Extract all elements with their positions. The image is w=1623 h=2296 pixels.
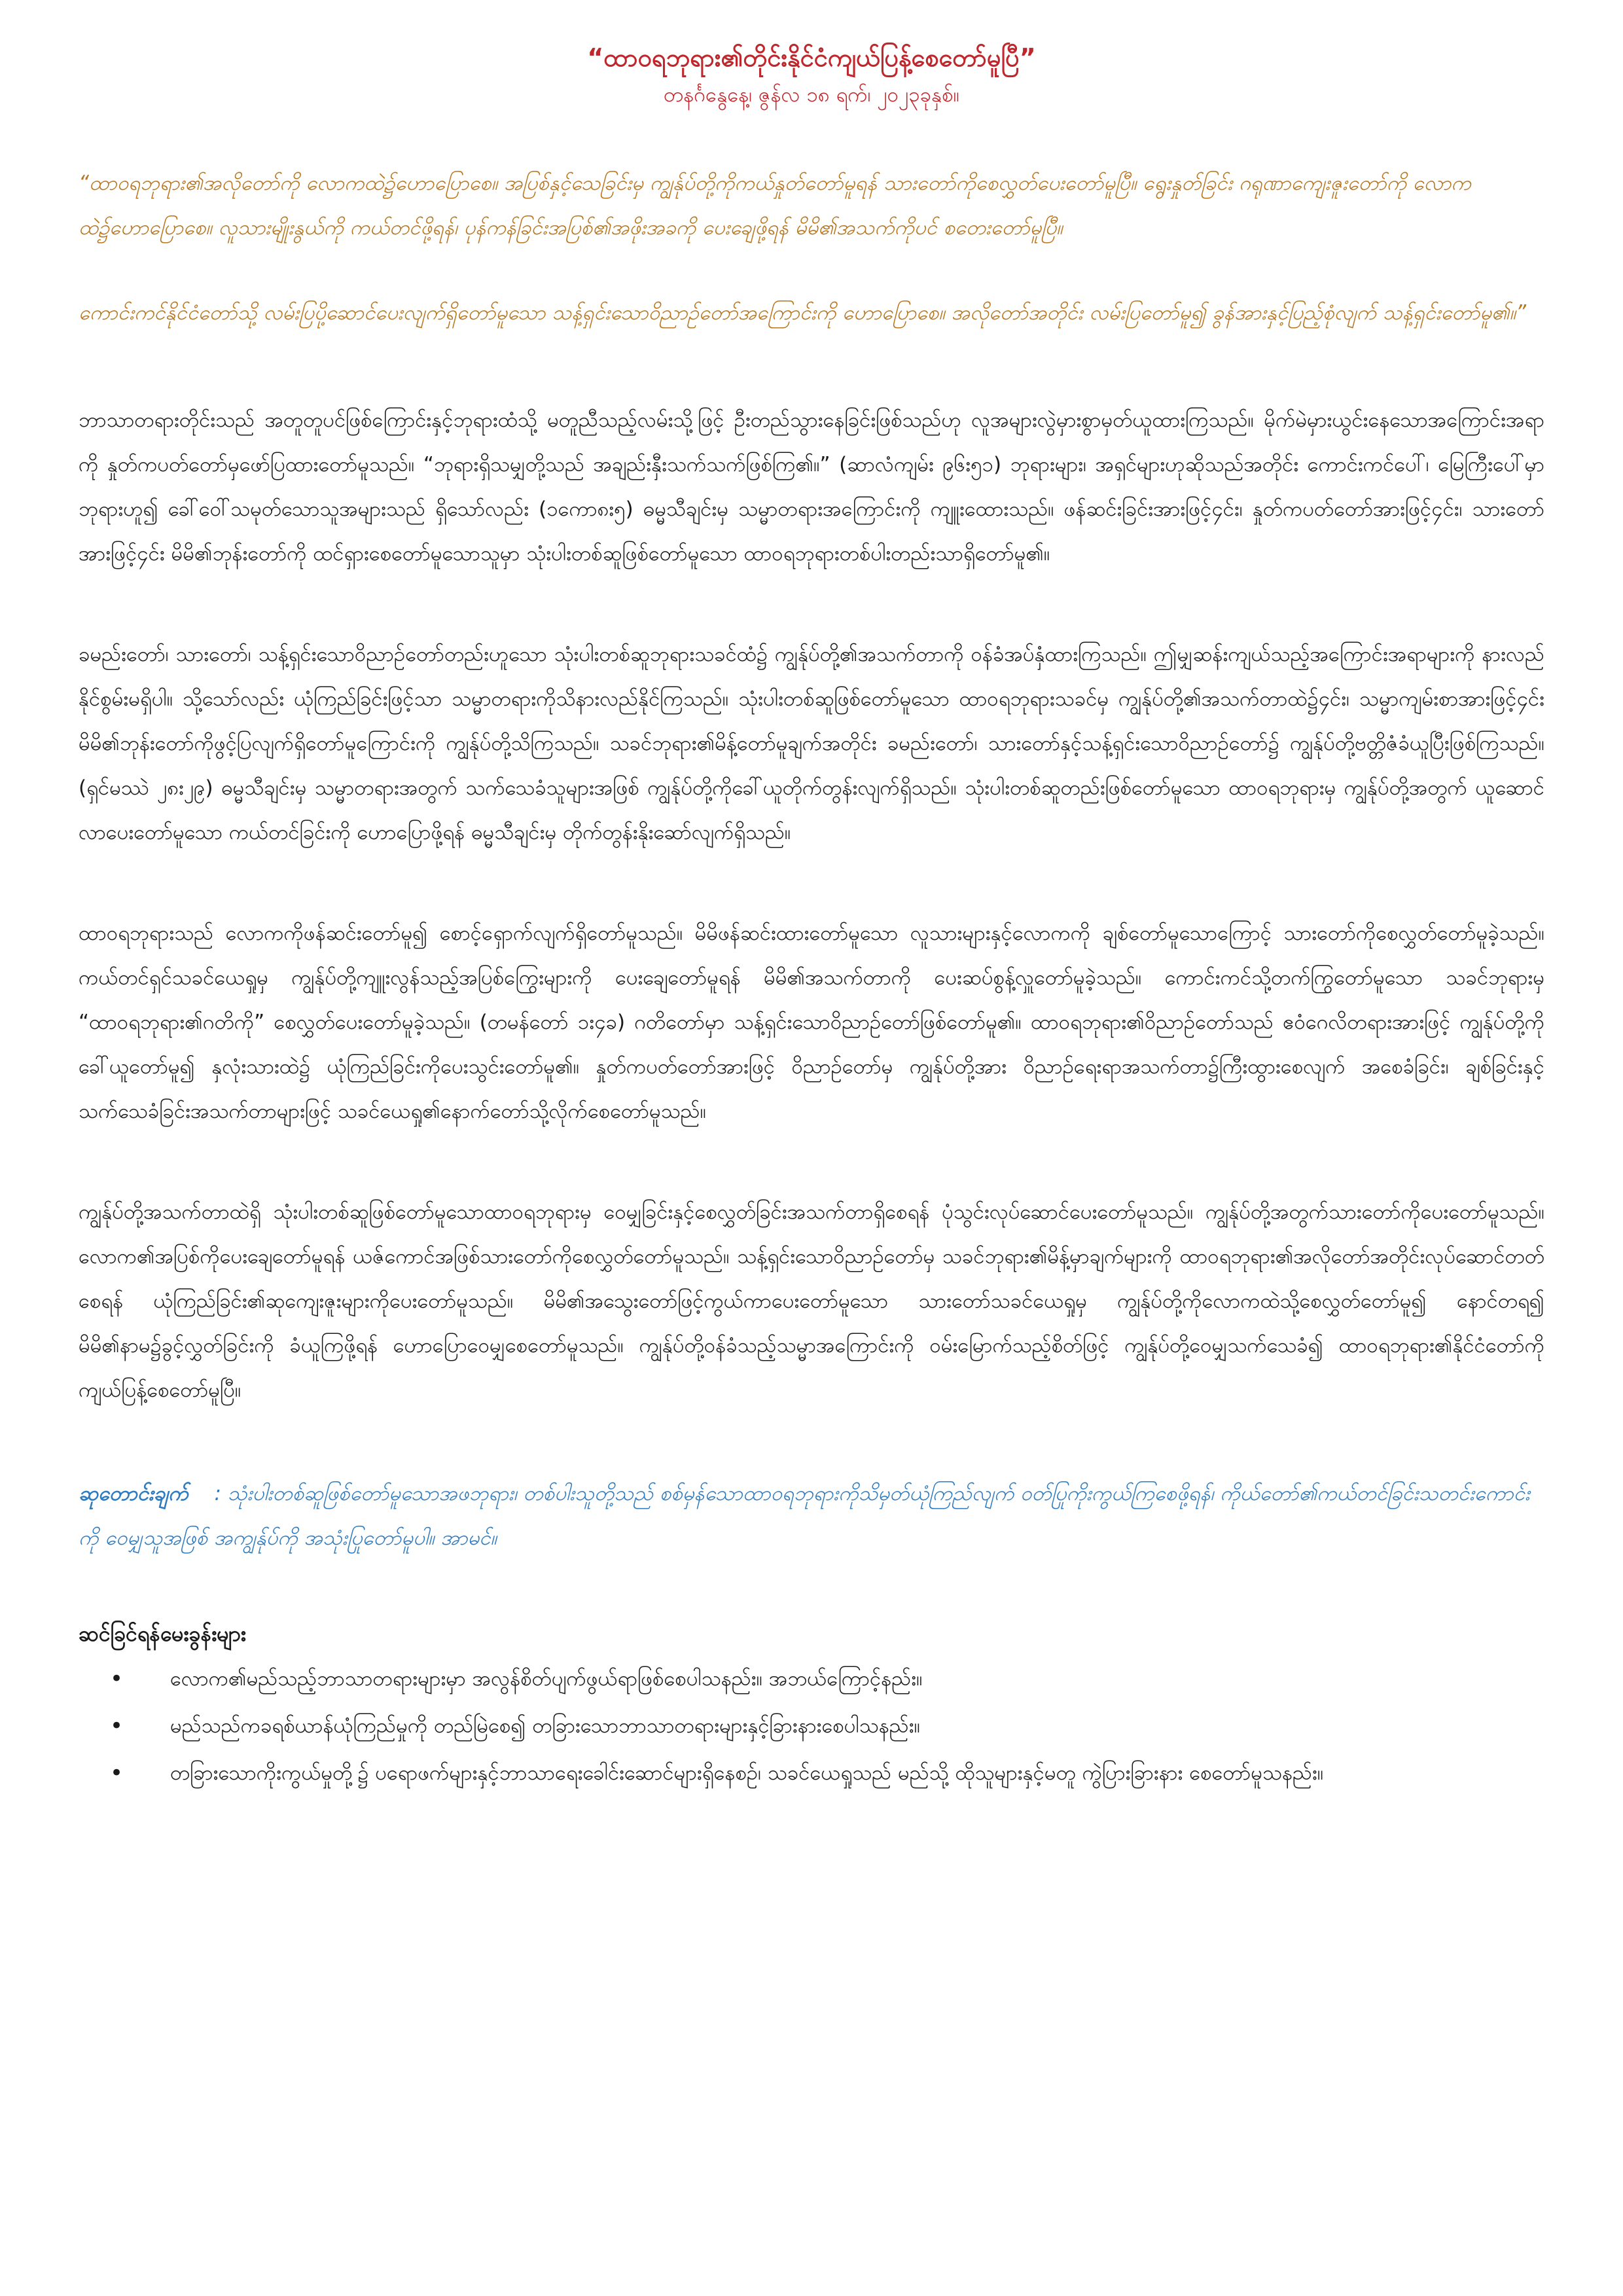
bullet-icon: • xyxy=(110,1760,124,1786)
page-title: “ထာဝရဘုရား၏တိုင်းနိုင်ငံကျယ်ပြန့်စေတော်မူပြီ” xyxy=(587,43,1036,72)
body-paragraph-2: ခမည်းတော်၊ သားတော်၊ သန့်ရှင်းသောဝိညာဉ်တော်တည်းဟူသော သုံးပါးတစ်ဆူဘုရားသခင်ထံ၌ ကျွန်ုပ်တို့၏အသက်တာကို ဝန်ခံအပ်နှံထားကြသည်။ ဤမျှဆန်းကျယ်သည့်အကြောင်းအရာများကို နားလည်နိုင်စွမ်းမရှိပါ။ သို့သော်လည်း ယုံကြည်ခြင်းဖြင့်သာ သမ္မာတရားကိုသိနားလည်နိုင်ကြသည်။ သုံးပါးတစ်ဆူဖြစ်တော်မူသော ထာဝရဘုရားသခင်မှ ကျွန်ုပ်တို့၏အသက်တာထဲ၌၄င်း၊ သမ္မာကျမ်းစာအားဖြင့်၄င်း မိမိ၏ဘုန်းတော်ကိုဖွင့်ပြလျက်ရှိတော်မူကြောင်းကို ကျွန်ုပ်တို့သိကြသည်။ သခင်ဘုရား၏မိန့်တော်မူချက်အတိုင်း ခမည်းတော်၊ သားတော်နှင့်သန့်ရှင်းသောဝိညာဉ်တော်၌ ကျွန်ုပ်တို့ဗတ္တိဇံခံယူပြီးဖြစ်ကြသည်။ (ရှင်မဿဲ ၂၈း၂၉) ဓမ္မသီချင်းမှ သမ္မာတရားအတွက် သက်သေခံသူများအဖြစ် ကျွန်ုပ်တို့ကိုခေါ်ယူတိုက်တွန်းလျက်ရှိသည်။ သုံးပါးတစ်ဆူတည်းဖြစ်တော်မူသော ထာဝရဘုရားမှ ကျွန်ုပ်တို့အတွက် ယူဆောင်လာပေးတော်မူသော ကယ်တင်ခြင်းကို ဟောပြောဖို့ရန် ဓမ္မသီချင်းမှ တိုက်တွန်းနိုးဆော်လျက်ရှိသည်။ xyxy=(79,643,1544,844)
question-item xyxy=(79,1657,1544,1700)
questions-heading: ဆင်ခြင်ရန်မေးခွန်းများ xyxy=(79,1621,246,1646)
bullet-icon: • xyxy=(110,1666,124,1692)
body-paragraph-1: ဘာသာတရားတိုင်းသည် အတူတူပင်ဖြစ်ကြောင်းနှင့်ဘုရားထံသို့ မတူညီသည့်လမ်းသို့ဖြင့် ဦးတည်သွားနေခြင်းဖြစ်သည်ဟု လူအများလွဲမှားစွာမှတ်ယူထားကြသည်။ မိုက်မဲမှားယွင်းနေသောအကြောင်းအရာကို နှုတ်ကပတ်တော်မှဖော်ပြထားတော်မူသည်။ “ဘုရားရှိသမျှတို့သည် အချည်းနှီးသက်သက်ဖြစ်ကြ၏။” (ဆာလံကျမ်း ၉၆း၅၁) ဘုရားများ၊ အရှင်များဟုဆိုသည်အတိုင်း ကောင်းကင်ပေါ်၊ မြေကြီးပေါ်မှာဘုရားဟူ၍ ခေါ်ဝေါ်သမုတ်သောသူအများသည် ရှိသော်လည်း (၁ကော၈း၅) ဓမ္မသီချင်းမှ သမ္မာတရားအကြောင်းကို ကျူးထေားသည်။ ဖန်ဆင်းခြင်းအားဖြင့်၄င်း၊ နှုတ်ကပတ်တော်အားဖြင့်၄င်း၊ သားတော်အားဖြင့်၄င်း မိမိ၏ဘုန်းတော်ကို ထင်ရှားစေတော်မူသောသူမှာ သုံးပါးတစ်ဆူဖြစ်တော်မူသော ထာဝရဘုရားတစ်ပါးတည်းသာရှိတော်မူ၏။ xyxy=(79,408,1544,565)
prayer-label: ဆုတောင်းချက် xyxy=(79,1482,188,1505)
reflection-questions xyxy=(79,1615,1544,1795)
question-text: လောက၏မည်သည့်ဘာသာတရားများမှာ အလွန်စိတ်ပျက်ဖွယ်ရာဖြစ်စေပါသနည်း။ အဘယ်ကြောင့်နည်း။ xyxy=(170,1667,923,1691)
questions-list xyxy=(79,1657,1544,1795)
body-text xyxy=(79,398,1544,1412)
bullet-icon: • xyxy=(110,1713,124,1739)
quote-paragraph-2: ကောင်းကင်နိုင်ငံတော်သို့ လမ်းပြပို့ဆောင်ပေးလျက်ရှိတော်မူသော သန့်ရှင်းသောဝိညာဉ်တော်အကြောင်းကို ဟောပြောစေ။ အလိုတော်အတိုင်း လမ်းပြတော်မူ၍ ခွန်အားနှင့်ပြည့်စုံလျက် သန့်ရှင်းတော်မူ၏။” xyxy=(79,301,1527,325)
question-item xyxy=(79,1751,1544,1795)
body-paragraph-4: ကျွန်ုပ်တို့အသက်တာထဲရှိ သုံးပါးတစ်ဆူဖြစ်တော်မူသောထာဝရဘုရားမှ ဝေမျှခြင်းနှင့်စေလွှတ်ခြင်းအသက်တာရှိစေရန် ပုံသွင်းလုပ်ဆောင်ပေးတော်မူသည်။ ကျွန်ုပ်တို့အတွက်သားတော်ကိုပေးတော်မူသည်။ လောက၏အပြစ်ကိုပေးချေတော်မူရန် ယဇ်ကောင်အဖြစ်သားတော်ကိုစေလွှတ်တော်မူသည်။ သန့်ရှင်းသောဝိညာဉ်တော်မှ သခင်ဘုရား၏မိန့်မှာချက်များကို ထာဝရဘုရား၏အလိုတော်အတိုင်းလုပ်ဆောင်တတ်စေရန် ယုံကြည်ခြင်း၏ဆုကျေးဇူးများကိုပေးတော်မူသည်။ မိမိ၏အသွေးတော်ဖြင့်ကွယ်ကာပေးတော်မူသော သားတော်သခင်ယေရှုမှ ကျွန်ုပ်တို့ကိုလောကထဲသို့စေလွှတ်တော်မူ၍ နောင်တရ၍ မိမိ၏နာမ၌ခွင့်လွှတ်ခြင်းကို ခံယူကြဖို့ရန် ဟောပြောဝေမျှစေတော်မူသည်။ ကျွန်ုပ်တို့ဝန်ခံသည့်သမ္မာအကြောင်းကို ဝမ်းမြောက်သည့်စိတ်ဖြင့် ကျွန်ုပ်တို့ဝေမျှသက်သေခံ၍ ထာဝရဘုရား၏နိုင်ငံတော်ကိုကျယ်ပြန့်စေတော်မူပြီ။ xyxy=(79,1200,1544,1402)
prayer-text: : သုံးပါးတစ်ဆူဖြစ်တော်မူသောအဖဘုရား၊ တစ်ပါးသူတို့သည် စစ်မှန်သောထာဝရဘုရားကိုသိမှတ်ယုံကြည်လျက် ဝတ်ပြုကိုးကွယ်ကြစေဖို့ရန်၊ ကိုယ်တော်၏ကယ်တင်ခြင်းသတင်းကောင်းကို ဝေမျှသူအဖြစ် အကျွန်ုပ်ကို အသုံးပြုတော်မူပါ။ အာမင်။ xyxy=(79,1482,1530,1550)
body-paragraph-3: ထာဝရဘုရားသည် လောကကိုဖန်ဆင်းတော်မူ၍ စောင့်ရှောက်လျက်ရှိတော်မူသည်။ မိမိဖန်ဆင်းထားတော်မူသော လူသားများနှင့်လောကကို ချစ်တော်မူသောကြောင့် သားတော်ကိုစေလွှတ်တော်မူခဲ့သည်။ ကယ်တင်ရှင်သခင်ယေရှုမှ ကျွန်ုပ်တို့ကျူးလွန်သည့်အပြစ်ကြွေးများကို ပေးချေတော်မူရန် မိမိ၏အသက်တာကို ပေးဆပ်စွန့်လှူတော်မူခဲ့သည်။ ကောင်းကင်သို့တက်ကြွတော်မူသော သခင်ဘုရားမှ “ထာဝရဘုရား၏ဂတိကို” စေလွှတ်ပေးတော်မူခဲ့သည်။ (တမန်တော် ၁း၄ခ) ဂတိတော်မှာ သန့်ရှင်းသောဝိညာဉ်တော်ဖြစ်တော်မူ၏။ ထာဝရဘုရား၏ဝိညာဉ်တော်သည် ဧဝံဂေလိတရားအားဖြင့် ကျွန်ုပ်တို့ကိုခေါ်ယူတော်မူ၍ နှလုံးသားထဲ၌ ယုံကြည်ခြင်းကိုပေးသွင်းတော်မူ၏။ နှုတ်ကပတ်တော်အားဖြင့် ဝိညာဉ်တော်မှ ကျွန်ုပ်တို့အား ဝိညာဉ်ရေးရာအသက်တာ၌ကြီးထွားစေလျက် အစေခံခြင်း၊ ချစ်ခြင်းနှင့် သက်သေခံခြင်းအသက်တာများဖြင့် သခင်ယေရှု၏နောက်တော်သို့လိုက်စေတော်မူသည်။ xyxy=(79,922,1544,1123)
question-text: တခြားသောကိုးကွယ်မှုတို့၌ ပရောဖက်များနှင့်ဘာသာရေးခေါင်းဆောင်များရှိနေစဉ်၊ သခင်ယေရှုသည် မည်သို့ ထိုသူများနှင့်မတူ ကွဲပြားခြားနား စေတော်မူသနည်း။ xyxy=(170,1761,1324,1785)
date-line: တနင်္ဂနွေနေ့၊ ဇွန်လ ၁၈ ရက်၊ ၂၀၂၃ခုနှစ်။ xyxy=(664,83,959,107)
quote-paragraph-1: “ထာဝရဘုရား၏အလိုတော်ကို လောကထဲ၌ဟောပြောစေ။ အပြစ်နှင့်သေခြင်းမှ ကျွန်ုပ်တို့ကိုကယ်နှုတ်တော်မူရန် သားတော်ကိုစေလွှတ်ပေးတော်မူပြီ။ ရွေးနှုတ်ခြင်း ဂရုဏာကျေးဇူးတော်ကို လောကထဲ၌ဟောပြောစေ။ လူသားမျိုးနွယ်ကို ကယ်တင်ဖို့ရန်၊ ပုန်ကန်ခြင်းအပြစ်၏အဖိုးအခကို ပေးချေဖို့ရန် မိမိ၏အသက်ကိုပင် စတေးတော်မူပြီ။ xyxy=(79,171,1471,240)
prayer-paragraph xyxy=(79,1471,1544,1560)
question-item xyxy=(79,1704,1544,1748)
question-text: မည်သည်ကခရစ်ယာန်ယုံကြည်မှုကို တည်မြဲစေ၍ တခြားသောဘာသာတရားများနှင့်ခြားနားစေပါသနည်း။ xyxy=(170,1714,921,1738)
